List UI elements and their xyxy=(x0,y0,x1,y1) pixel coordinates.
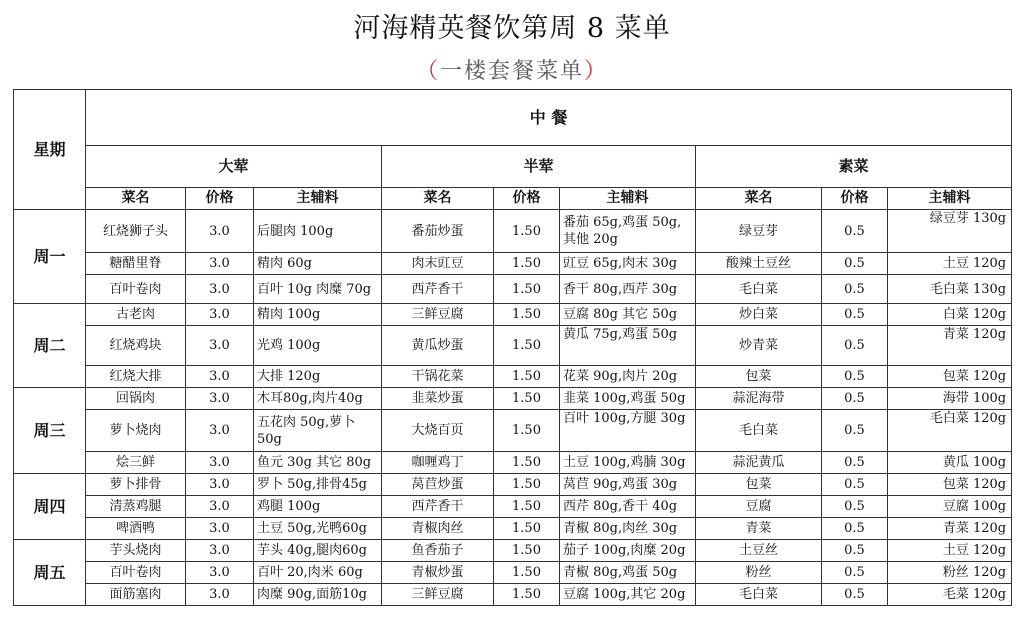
group-header-sucai: 素菜 xyxy=(696,146,1012,188)
table-row xyxy=(14,452,1012,474)
dish-name-cell: 番茄炒蛋 xyxy=(382,210,494,253)
price-cell: 1.50 xyxy=(494,540,560,562)
ingredients-cell: 西芹 80g,香干 40g xyxy=(560,496,696,518)
price-cell: 0.5 xyxy=(822,366,888,388)
dish-name-cell: 咖喱鸡丁 xyxy=(382,452,494,474)
table-row xyxy=(14,562,1012,584)
ingredients-cell: 精肉 100g xyxy=(254,304,382,326)
dish-name-cell: 古老肉 xyxy=(86,304,186,326)
price-cell: 1.50 xyxy=(494,562,560,584)
ingredients-cell: 茄子 100g,肉糜 20g xyxy=(560,540,696,562)
price-cell: 0.5 xyxy=(822,474,888,496)
ingredients-cell: 黄瓜 75g,鸡蛋 50g xyxy=(560,326,696,366)
dish-name-cell: 三鲜豆腐 xyxy=(382,304,494,326)
ingredients-cell: 香干 80g,西芹 30g xyxy=(560,275,696,304)
price-cell: 3.0 xyxy=(186,540,254,562)
dish-name-cell: 黄瓜炒蛋 xyxy=(382,326,494,366)
ingredients-cell: 毛菜 120g xyxy=(888,584,1012,606)
price-cell: 1.50 xyxy=(494,518,560,540)
ingredients-cell: 土豆 120g xyxy=(888,253,1012,275)
dish-name-cell: 干锅花菜 xyxy=(382,366,494,388)
dish-name-cell: 蒜泥黄瓜 xyxy=(696,452,822,474)
price-cell: 3.0 xyxy=(186,388,254,410)
weekday-cell: 周四 xyxy=(14,474,86,540)
column-header: 价格 xyxy=(186,188,254,210)
price-cell: 0.5 xyxy=(822,253,888,275)
price-cell: 0.5 xyxy=(822,326,888,366)
dish-name-cell: 糖醋里脊 xyxy=(86,253,186,275)
weekday-cell: 周二 xyxy=(14,304,86,388)
column-header: 主辅料 xyxy=(560,188,696,210)
column-header: 主辅料 xyxy=(254,188,382,210)
ingredients-cell: 青菜 120g xyxy=(888,518,1012,540)
dish-name-cell: 萝卜排骨 xyxy=(86,474,186,496)
weekday-header: 星期 xyxy=(14,90,86,210)
dish-name-cell: 包菜 xyxy=(696,474,822,496)
ingredients-cell: 绿豆芽 130g xyxy=(888,210,1012,253)
price-cell: 3.0 xyxy=(186,410,254,452)
ingredients-cell: 豆腐 100g,其它 20g xyxy=(560,584,696,606)
price-cell: 0.5 xyxy=(822,562,888,584)
ingredients-cell: 木耳80g,肉片40g xyxy=(254,388,382,410)
dish-name-cell: 面筋塞肉 xyxy=(86,584,186,606)
price-cell: 0.5 xyxy=(822,540,888,562)
ingredients-cell: 莴苣 90g,鸡蛋 30g xyxy=(560,474,696,496)
dish-name-cell: 青椒肉丝 xyxy=(382,518,494,540)
dish-name-cell: 青菜 xyxy=(696,518,822,540)
ingredients-cell: 韭菜 100g,鸡蛋 50g xyxy=(560,388,696,410)
subtitle-open-paren: （ xyxy=(415,59,440,84)
price-cell: 3.0 xyxy=(186,275,254,304)
ingredients-cell: 芋头 40g,腿肉60g xyxy=(254,540,382,562)
dish-name-cell: 毛白菜 xyxy=(696,275,822,304)
price-cell: 0.5 xyxy=(822,584,888,606)
price-cell: 3.0 xyxy=(186,366,254,388)
dish-name-cell: 包菜 xyxy=(696,366,822,388)
price-cell: 1.50 xyxy=(494,210,560,253)
price-cell: 1.50 xyxy=(494,304,560,326)
ingredients-cell: 毛白菜 120g xyxy=(888,410,1012,452)
dish-name-cell: 西芹香干 xyxy=(382,275,494,304)
dish-name-cell: 豆腐 xyxy=(696,496,822,518)
ingredients-cell: 百叶 100g,方腿 30g xyxy=(560,410,696,452)
dish-name-cell: 鱼香茄子 xyxy=(382,540,494,562)
weekday-cell: 周五 xyxy=(14,540,86,606)
ingredients-cell: 肉糜 90g,面筋10g xyxy=(254,584,382,606)
ingredients-cell: 豇豆 65g,肉末 30g xyxy=(560,253,696,275)
ingredients-cell: 土豆 50g,光鸭60g xyxy=(254,518,382,540)
price-cell: 3.0 xyxy=(186,562,254,584)
price-cell: 0.5 xyxy=(822,518,888,540)
subtitle-close-paren: ） xyxy=(584,59,609,84)
ingredients-cell: 百叶 10g 肉糜 70g xyxy=(254,275,382,304)
ingredients-cell: 大排 120g xyxy=(254,366,382,388)
price-cell: 1.50 xyxy=(494,474,560,496)
price-cell: 0.5 xyxy=(822,275,888,304)
price-cell: 1.50 xyxy=(494,253,560,275)
ingredients-cell: 光鸡 100g xyxy=(254,326,382,366)
ingredients-cell: 土豆 100g,鸡腩 30g xyxy=(560,452,696,474)
price-cell: 0.5 xyxy=(822,304,888,326)
ingredients-cell: 罗卜 50g,排骨45g xyxy=(254,474,382,496)
dish-name-cell: 三鲜豆腐 xyxy=(382,584,494,606)
ingredients-cell: 海带 100g xyxy=(888,388,1012,410)
price-cell: 0.5 xyxy=(822,496,888,518)
weekday-cell: 周一 xyxy=(14,210,86,304)
table-row xyxy=(14,366,1012,388)
price-cell: 3.0 xyxy=(186,474,254,496)
dish-name-cell: 大烧百页 xyxy=(382,410,494,452)
ingredients-cell: 包菜 120g xyxy=(888,474,1012,496)
dish-name-cell: 清蒸鸡腿 xyxy=(86,496,186,518)
menu-table xyxy=(13,89,1012,606)
table-row xyxy=(14,304,1012,326)
table-row xyxy=(14,474,1012,496)
dish-name-cell: 酸辣土豆丝 xyxy=(696,253,822,275)
menu-body xyxy=(14,210,1012,606)
dish-name-cell: 烩三鲜 xyxy=(86,452,186,474)
ingredients-cell: 青菜 120g xyxy=(888,326,1012,366)
ingredients-cell: 豆腐 100g xyxy=(888,496,1012,518)
dish-name-cell: 红烧狮子头 xyxy=(86,210,186,253)
column-header: 菜名 xyxy=(86,188,186,210)
price-cell: 1.50 xyxy=(494,275,560,304)
group-header-dahun: 大荤 xyxy=(86,146,382,188)
ingredients-cell: 黄瓜 100g xyxy=(888,452,1012,474)
price-cell: 1.50 xyxy=(494,496,560,518)
dish-name-cell: 西芹香干 xyxy=(382,496,494,518)
table-row xyxy=(14,275,1012,304)
ingredients-cell: 包菜 120g xyxy=(888,366,1012,388)
dish-name-cell: 红烧鸡块 xyxy=(86,326,186,366)
dish-name-cell: 红烧大排 xyxy=(86,366,186,388)
ingredients-cell: 鱼元 30g 其它 80g xyxy=(254,452,382,474)
dish-name-cell: 炒青菜 xyxy=(696,326,822,366)
column-header: 价格 xyxy=(494,188,560,210)
price-cell: 0.5 xyxy=(822,210,888,253)
ingredients-cell: 毛白菜 130g xyxy=(888,275,1012,304)
price-cell: 3.0 xyxy=(186,326,254,366)
ingredients-cell: 百叶 20,肉米 60g xyxy=(254,562,382,584)
ingredients-cell: 后腿肉 100g xyxy=(254,210,382,253)
dish-name-cell: 土豆丝 xyxy=(696,540,822,562)
weekday-cell: 周三 xyxy=(14,388,86,474)
price-cell: 3.0 xyxy=(186,584,254,606)
dish-name-cell: 青椒炒蛋 xyxy=(382,562,494,584)
table-row xyxy=(14,496,1012,518)
dish-name-cell: 百叶卷肉 xyxy=(86,275,186,304)
price-cell: 3.0 xyxy=(186,304,254,326)
price-cell: 0.5 xyxy=(822,452,888,474)
table-row xyxy=(14,326,1012,366)
dish-name-cell: 萝卜烧肉 xyxy=(86,410,186,452)
ingredients-cell: 番茄 65g,鸡蛋 50g,其他 20g xyxy=(560,210,696,253)
dish-name-cell: 莴苣炒蛋 xyxy=(382,474,494,496)
table-row xyxy=(14,410,1012,452)
dish-name-cell: 炒白菜 xyxy=(696,304,822,326)
price-cell: 0.5 xyxy=(822,388,888,410)
price-cell: 3.0 xyxy=(186,518,254,540)
column-header: 价格 xyxy=(822,188,888,210)
price-cell: 1.50 xyxy=(494,366,560,388)
subtitle-text: 一楼套餐菜单 xyxy=(439,59,584,84)
dish-name-cell: 肉末豇豆 xyxy=(382,253,494,275)
price-cell: 3.0 xyxy=(186,452,254,474)
ingredients-cell: 精肉 60g xyxy=(254,253,382,275)
ingredients-cell: 土豆 120g xyxy=(888,540,1012,562)
dish-name-cell: 毛白菜 xyxy=(696,584,822,606)
dish-name-cell: 蒜泥海带 xyxy=(696,388,822,410)
table-row xyxy=(14,584,1012,606)
column-header: 菜名 xyxy=(382,188,494,210)
dish-name-cell: 啤酒鸭 xyxy=(86,518,186,540)
dish-name-cell: 粉丝 xyxy=(696,562,822,584)
dish-name-cell: 毛白菜 xyxy=(696,410,822,452)
menu-subtitle xyxy=(0,54,1024,85)
column-header: 主辅料 xyxy=(888,188,1012,210)
table-row xyxy=(14,210,1012,253)
ingredients-cell: 花菜 90g,肉片 20g xyxy=(560,366,696,388)
table-row xyxy=(14,388,1012,410)
price-cell: 1.50 xyxy=(494,584,560,606)
price-cell: 1.50 xyxy=(494,452,560,474)
table-row xyxy=(14,518,1012,540)
price-cell: 3.0 xyxy=(186,253,254,275)
dish-name-cell: 百叶卷肉 xyxy=(86,562,186,584)
ingredients-cell: 鸡腿 100g xyxy=(254,496,382,518)
price-cell: 1.50 xyxy=(494,410,560,452)
price-cell: 0.5 xyxy=(822,410,888,452)
price-cell: 3.0 xyxy=(186,496,254,518)
price-cell: 3.0 xyxy=(186,210,254,253)
dish-name-cell: 回锅肉 xyxy=(86,388,186,410)
price-cell: 1.50 xyxy=(494,388,560,410)
dish-name-cell: 韭菜炒蛋 xyxy=(382,388,494,410)
dish-name-cell: 芋头烧肉 xyxy=(86,540,186,562)
table-row xyxy=(14,540,1012,562)
ingredients-cell: 青椒 80g,鸡蛋 50g xyxy=(560,562,696,584)
ingredients-cell: 青椒 80g,肉丝 30g xyxy=(560,518,696,540)
ingredients-cell: 白菜 120g xyxy=(888,304,1012,326)
group-header-banhun: 半荤 xyxy=(382,146,696,188)
ingredients-cell: 豆腐 80g 其它 50g xyxy=(560,304,696,326)
ingredients-cell: 五花肉 50g,萝卜 50g xyxy=(254,410,382,452)
dish-name-cell: 绿豆芽 xyxy=(696,210,822,253)
meal-header: 中 餐 xyxy=(86,90,1012,146)
ingredients-cell: 粉丝 120g xyxy=(888,562,1012,584)
table-row xyxy=(14,253,1012,275)
menu-title: 河海精英餐饮第周 8 菜单 xyxy=(353,13,671,44)
column-header: 菜名 xyxy=(696,188,822,210)
price-cell: 1.50 xyxy=(494,326,560,366)
